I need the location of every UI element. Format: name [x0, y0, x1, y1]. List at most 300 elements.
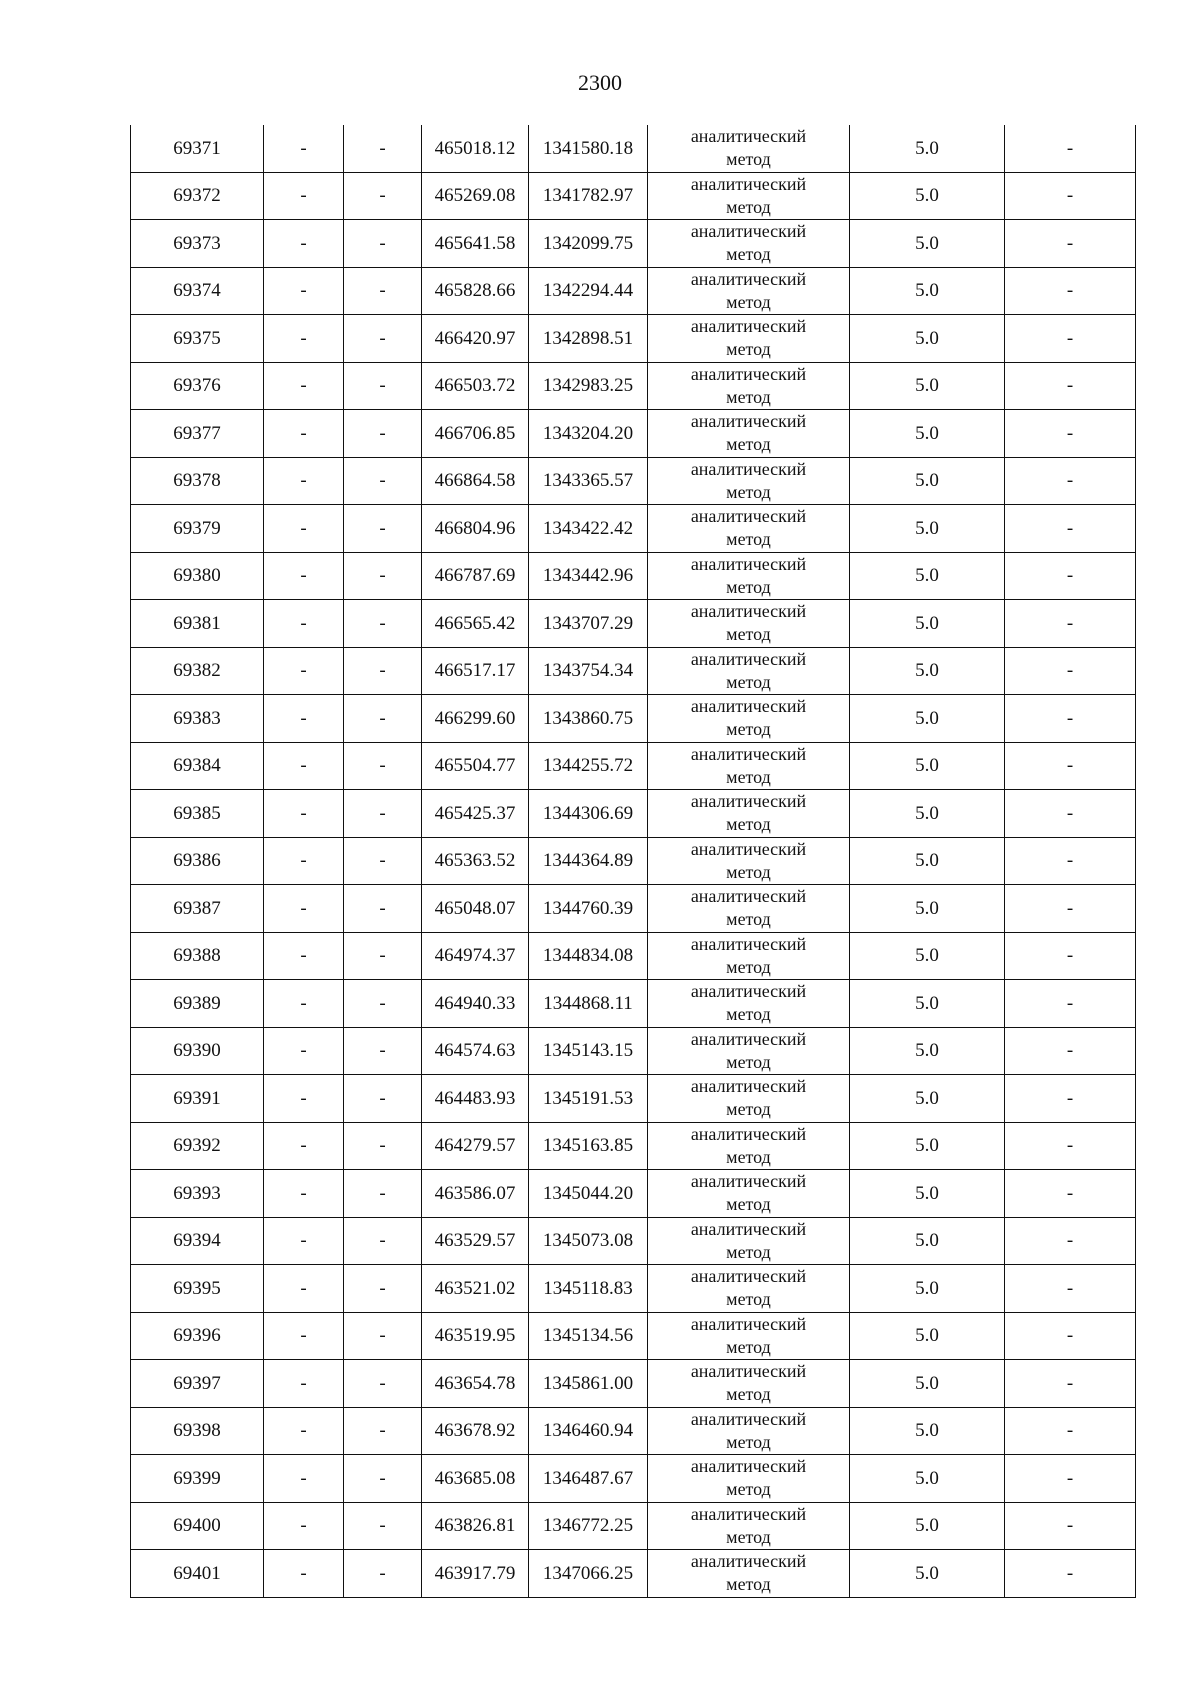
method-label-line1: аналитический: [690, 1313, 807, 1334]
coordinate-x-cell: 466864.58: [422, 457, 529, 505]
point-number-cell: 69372: [131, 172, 264, 220]
empty-dash-cell: -: [1005, 1407, 1136, 1455]
table-row: [131, 790, 1136, 838]
method-cell: [648, 220, 850, 268]
coordinate-y-cell: 1344255.72: [529, 742, 648, 790]
accuracy-cell: 5.0: [850, 1217, 1005, 1265]
accuracy-cell: 5.0: [850, 410, 1005, 458]
point-number-cell: 69387: [131, 885, 264, 933]
table-row: [131, 1550, 1136, 1598]
table-row: [131, 1075, 1136, 1123]
method-cell: [648, 1360, 850, 1408]
accuracy-cell: 5.0: [850, 1265, 1005, 1313]
method-label-line1: аналитический: [690, 1028, 807, 1049]
empty-dash-cell: -: [1005, 695, 1136, 743]
coordinate-y-cell: 1343442.96: [529, 552, 648, 600]
table-row: [131, 362, 1136, 410]
empty-dash-cell: -: [264, 1075, 344, 1123]
method-label-line1: аналитический: [690, 553, 807, 574]
coordinate-x-cell: 463529.57: [422, 1217, 529, 1265]
table-row: [131, 980, 1136, 1028]
coordinate-y-cell: 1346487.67: [529, 1455, 648, 1503]
empty-dash-cell: -: [264, 1312, 344, 1360]
method-label-line2: метод: [726, 1479, 771, 1500]
point-number-cell: 69376: [131, 362, 264, 410]
method-label-line2: метод: [726, 291, 771, 312]
accuracy-cell: 5.0: [850, 742, 1005, 790]
point-number-cell: 69397: [131, 1360, 264, 1408]
point-number-cell: 69389: [131, 980, 264, 1028]
coordinate-y-cell: 1343204.20: [529, 410, 648, 458]
method-cell: [648, 695, 850, 743]
empty-dash-cell: -: [344, 172, 422, 220]
coordinate-y-cell: 1343754.34: [529, 647, 648, 695]
empty-dash-cell: -: [1005, 1312, 1136, 1360]
method-cell: [648, 742, 850, 790]
method-label-line1: аналитический: [690, 126, 807, 147]
empty-dash-cell: -: [344, 125, 422, 172]
coordinate-y-cell: 1345143.15: [529, 1027, 648, 1075]
empty-dash-cell: -: [264, 1550, 344, 1598]
table-row: [131, 1027, 1136, 1075]
empty-dash-cell: -: [1005, 1502, 1136, 1550]
method-label-line2: метод: [726, 1194, 771, 1215]
table-row: [131, 410, 1136, 458]
accuracy-cell: 5.0: [850, 1455, 1005, 1503]
empty-dash-cell: -: [344, 552, 422, 600]
empty-dash-cell: -: [344, 742, 422, 790]
empty-dash-cell: -: [264, 1122, 344, 1170]
table-row: [131, 125, 1136, 172]
accuracy-cell: 5.0: [850, 457, 1005, 505]
empty-dash-cell: -: [1005, 267, 1136, 315]
table-row: [131, 1455, 1136, 1503]
empty-dash-cell: -: [344, 1027, 422, 1075]
empty-dash-cell: -: [1005, 1217, 1136, 1265]
empty-dash-cell: -: [344, 932, 422, 980]
method-label-line1: аналитический: [690, 506, 807, 527]
coordinate-y-cell: 1344364.89: [529, 837, 648, 885]
empty-dash-cell: -: [1005, 1122, 1136, 1170]
method-label-line2: метод: [726, 1099, 771, 1120]
coordinate-y-cell: 1343707.29: [529, 600, 648, 648]
coordinate-y-cell: 1345118.83: [529, 1265, 648, 1313]
table-row: [131, 1312, 1136, 1360]
point-number-cell: 69400: [131, 1502, 264, 1550]
accuracy-cell: 5.0: [850, 1550, 1005, 1598]
coordinate-x-cell: 465048.07: [422, 885, 529, 933]
method-cell: [648, 267, 850, 315]
coordinate-x-cell: 466517.17: [422, 647, 529, 695]
point-number-cell: 69383: [131, 695, 264, 743]
coordinate-y-cell: 1344760.39: [529, 885, 648, 933]
empty-dash-cell: -: [344, 457, 422, 505]
empty-dash-cell: -: [264, 457, 344, 505]
coordinate-x-cell: 463685.08: [422, 1455, 529, 1503]
empty-dash-cell: -: [344, 1075, 422, 1123]
method-label-line1: аналитический: [690, 1503, 807, 1524]
empty-dash-cell: -: [1005, 1075, 1136, 1123]
coordinate-y-cell: 1347066.25: [529, 1550, 648, 1598]
accuracy-cell: 5.0: [850, 505, 1005, 553]
point-number-cell: 69380: [131, 552, 264, 600]
empty-dash-cell: -: [1005, 837, 1136, 885]
method-cell: [648, 1122, 850, 1170]
table-row: [131, 457, 1136, 505]
accuracy-cell: 5.0: [850, 362, 1005, 410]
method-cell: [648, 1265, 850, 1313]
coordinate-y-cell: 1343860.75: [529, 695, 648, 743]
empty-dash-cell: -: [264, 172, 344, 220]
empty-dash-cell: -: [344, 647, 422, 695]
method-cell: [648, 1407, 850, 1455]
table-row: [131, 1217, 1136, 1265]
coordinate-y-cell: 1345073.08: [529, 1217, 648, 1265]
coordinate-y-cell: 1344306.69: [529, 790, 648, 838]
empty-dash-cell: -: [1005, 1027, 1136, 1075]
coordinate-y-cell: 1346460.94: [529, 1407, 648, 1455]
method-label-line1: аналитический: [690, 1551, 807, 1572]
empty-dash-cell: -: [1005, 1170, 1136, 1218]
coordinate-x-cell: 465269.08: [422, 172, 529, 220]
point-number-cell: 69399: [131, 1455, 264, 1503]
empty-dash-cell: -: [1005, 410, 1136, 458]
accuracy-cell: 5.0: [850, 172, 1005, 220]
point-number-cell: 69394: [131, 1217, 264, 1265]
method-label-line2: метод: [726, 814, 771, 835]
method-label-line2: метод: [726, 1289, 771, 1310]
method-cell: [648, 1027, 850, 1075]
method-cell: [648, 315, 850, 363]
accuracy-cell: 5.0: [850, 1122, 1005, 1170]
accuracy-cell: 5.0: [850, 647, 1005, 695]
method-label-line2: метод: [726, 196, 771, 217]
empty-dash-cell: -: [1005, 457, 1136, 505]
method-label-line2: метод: [726, 481, 771, 502]
empty-dash-cell: -: [1005, 600, 1136, 648]
empty-dash-cell: -: [264, 647, 344, 695]
page-number: 2300: [578, 70, 622, 95]
method-label-line2: метод: [726, 434, 771, 455]
accuracy-cell: 5.0: [850, 1360, 1005, 1408]
coordinate-y-cell: 1345163.85: [529, 1122, 648, 1170]
coordinate-x-cell: 465363.52: [422, 837, 529, 885]
empty-dash-cell: -: [1005, 1265, 1136, 1313]
accuracy-cell: 5.0: [850, 790, 1005, 838]
empty-dash-cell: -: [1005, 742, 1136, 790]
method-label-line2: метод: [726, 339, 771, 360]
method-label-line1: аналитический: [690, 1266, 807, 1287]
coordinate-x-cell: 463519.95: [422, 1312, 529, 1360]
method-label-line2: метод: [726, 386, 771, 407]
coordinate-x-cell: 466420.97: [422, 315, 529, 363]
empty-dash-cell: -: [1005, 647, 1136, 695]
coordinate-x-cell: 466565.42: [422, 600, 529, 648]
method-label-line1: аналитический: [690, 1076, 807, 1097]
method-label-line2: метод: [726, 956, 771, 977]
empty-dash-cell: -: [344, 1550, 422, 1598]
empty-dash-cell: -: [264, 1502, 344, 1550]
method-label-line2: метод: [726, 576, 771, 597]
empty-dash-cell: -: [344, 837, 422, 885]
point-number-cell: 69375: [131, 315, 264, 363]
accuracy-cell: 5.0: [850, 600, 1005, 648]
point-number-cell: 69388: [131, 932, 264, 980]
empty-dash-cell: -: [344, 790, 422, 838]
accuracy-cell: 5.0: [850, 1312, 1005, 1360]
method-label-line1: аналитический: [690, 981, 807, 1002]
empty-dash-cell: -: [264, 790, 344, 838]
method-label-line2: метод: [726, 719, 771, 740]
coordinate-x-cell: 464483.93: [422, 1075, 529, 1123]
coordinate-y-cell: 1345191.53: [529, 1075, 648, 1123]
table-row: [131, 220, 1136, 268]
empty-dash-cell: -: [1005, 362, 1136, 410]
table-row: [131, 315, 1136, 363]
coordinate-x-cell: 464574.63: [422, 1027, 529, 1075]
empty-dash-cell: -: [264, 552, 344, 600]
table-row: [131, 885, 1136, 933]
point-number-cell: 69374: [131, 267, 264, 315]
accuracy-cell: 5.0: [850, 1407, 1005, 1455]
point-number-cell: 69386: [131, 837, 264, 885]
method-label-line2: метод: [726, 861, 771, 882]
point-number-cell: 69384: [131, 742, 264, 790]
empty-dash-cell: -: [264, 1170, 344, 1218]
empty-dash-cell: -: [344, 267, 422, 315]
empty-dash-cell: -: [264, 1027, 344, 1075]
empty-dash-cell: -: [344, 695, 422, 743]
accuracy-cell: 5.0: [850, 1502, 1005, 1550]
point-number-cell: 69382: [131, 647, 264, 695]
empty-dash-cell: -: [1005, 220, 1136, 268]
method-label-line2: метод: [726, 1241, 771, 1262]
coordinate-x-cell: 465504.77: [422, 742, 529, 790]
empty-dash-cell: -: [1005, 932, 1136, 980]
point-number-cell: 69392: [131, 1122, 264, 1170]
empty-dash-cell: -: [344, 505, 422, 553]
empty-dash-cell: -: [264, 695, 344, 743]
empty-dash-cell: -: [264, 1360, 344, 1408]
table-row: [131, 1170, 1136, 1218]
empty-dash-cell: -: [1005, 1550, 1136, 1598]
method-label-line1: аналитический: [690, 173, 807, 194]
method-label-line1: аналитический: [690, 886, 807, 907]
method-label-line2: метод: [726, 1146, 771, 1167]
method-label-line1: аналитический: [690, 601, 807, 622]
empty-dash-cell: -: [344, 1217, 422, 1265]
coordinate-x-cell: 463654.78: [422, 1360, 529, 1408]
empty-dash-cell: -: [264, 315, 344, 363]
empty-dash-cell: -: [1005, 552, 1136, 600]
method-label-line1: аналитический: [690, 1218, 807, 1239]
method-cell: [648, 1455, 850, 1503]
empty-dash-cell: -: [264, 885, 344, 933]
coordinate-x-cell: 463917.79: [422, 1550, 529, 1598]
coordinate-x-cell: 465641.58: [422, 220, 529, 268]
table-row: [131, 837, 1136, 885]
method-label-line2: метод: [726, 1004, 771, 1025]
method-cell: [648, 1217, 850, 1265]
table-row: [131, 742, 1136, 790]
method-label-line1: аналитический: [690, 411, 807, 432]
accuracy-cell: 5.0: [850, 552, 1005, 600]
method-label-line1: аналитический: [690, 1408, 807, 1429]
empty-dash-cell: -: [344, 362, 422, 410]
method-label-line2: метод: [726, 909, 771, 930]
method-label-line1: аналитический: [690, 838, 807, 859]
empty-dash-cell: -: [344, 980, 422, 1028]
method-cell: [648, 552, 850, 600]
empty-dash-cell: -: [344, 315, 422, 363]
method-label-line2: метод: [726, 149, 771, 170]
coordinate-x-cell: 464940.33: [422, 980, 529, 1028]
empty-dash-cell: -: [264, 410, 344, 458]
method-cell: [648, 505, 850, 553]
empty-dash-cell: -: [264, 980, 344, 1028]
coordinate-x-cell: 464279.57: [422, 1122, 529, 1170]
method-cell: [648, 932, 850, 980]
coordinate-x-cell: 466299.60: [422, 695, 529, 743]
table-row: [131, 1360, 1136, 1408]
coordinate-y-cell: 1344868.11: [529, 980, 648, 1028]
coordinate-x-cell: 465425.37: [422, 790, 529, 838]
coordinate-y-cell: 1345044.20: [529, 1170, 648, 1218]
coordinate-x-cell: 463586.07: [422, 1170, 529, 1218]
coordinate-x-cell: 466804.96: [422, 505, 529, 553]
accuracy-cell: 5.0: [850, 1027, 1005, 1075]
coordinate-y-cell: 1344834.08: [529, 932, 648, 980]
empty-dash-cell: -: [264, 362, 344, 410]
empty-dash-cell: -: [1005, 505, 1136, 553]
table-row: [131, 1407, 1136, 1455]
method-label-line1: аналитический: [690, 1456, 807, 1477]
empty-dash-cell: -: [1005, 315, 1136, 363]
accuracy-cell: 5.0: [850, 885, 1005, 933]
accuracy-cell: 5.0: [850, 220, 1005, 268]
empty-dash-cell: -: [344, 1312, 422, 1360]
empty-dash-cell: -: [344, 1265, 422, 1313]
empty-dash-cell: -: [344, 1502, 422, 1550]
table-row: [131, 1122, 1136, 1170]
method-label-line2: метод: [726, 1384, 771, 1405]
coordinate-x-cell: 466503.72: [422, 362, 529, 410]
table-row: [131, 600, 1136, 648]
empty-dash-cell: -: [344, 1455, 422, 1503]
method-label-line2: метод: [726, 244, 771, 265]
table-row: [131, 1502, 1136, 1550]
method-cell: [648, 647, 850, 695]
method-label-line1: аналитический: [690, 316, 807, 337]
accuracy-cell: 5.0: [850, 980, 1005, 1028]
coordinate-x-cell: 466787.69: [422, 552, 529, 600]
method-label-line2: метод: [726, 1431, 771, 1452]
coordinate-y-cell: 1343422.42: [529, 505, 648, 553]
accuracy-cell: 5.0: [850, 267, 1005, 315]
method-cell: [648, 600, 850, 648]
empty-dash-cell: -: [344, 600, 422, 648]
method-label-line1: аналитический: [690, 268, 807, 289]
method-label-line2: метод: [726, 529, 771, 550]
method-label-line1: аналитический: [690, 363, 807, 384]
empty-dash-cell: -: [344, 410, 422, 458]
coordinate-y-cell: 1342898.51: [529, 315, 648, 363]
empty-dash-cell: -: [264, 742, 344, 790]
point-number-cell: 69381: [131, 600, 264, 648]
coordinate-x-cell: 463521.02: [422, 1265, 529, 1313]
point-number-cell: 69395: [131, 1265, 264, 1313]
coordinate-x-cell: 465018.12: [422, 125, 529, 172]
method-cell: [648, 980, 850, 1028]
coordinate-y-cell: 1342294.44: [529, 267, 648, 315]
accuracy-cell: 5.0: [850, 695, 1005, 743]
method-label-line2: метод: [726, 1526, 771, 1547]
method-cell: [648, 457, 850, 505]
method-cell: [648, 1170, 850, 1218]
empty-dash-cell: -: [264, 932, 344, 980]
table-row: [131, 1265, 1136, 1313]
table-body: [131, 125, 1136, 1597]
empty-dash-cell: -: [1005, 980, 1136, 1028]
empty-dash-cell: -: [1005, 125, 1136, 172]
method-label-line1: аналитический: [690, 743, 807, 764]
coordinate-x-cell: 464974.37: [422, 932, 529, 980]
point-number-cell: 69391: [131, 1075, 264, 1123]
method-label-line1: аналитический: [690, 791, 807, 812]
method-cell: [648, 837, 850, 885]
coordinate-x-cell: 466706.85: [422, 410, 529, 458]
accuracy-cell: 5.0: [850, 932, 1005, 980]
method-cell: [648, 362, 850, 410]
method-cell: [648, 172, 850, 220]
empty-dash-cell: -: [1005, 885, 1136, 933]
coordinate-y-cell: 1341782.97: [529, 172, 648, 220]
method-cell: [648, 1075, 850, 1123]
coordinate-y-cell: 1346772.25: [529, 1502, 648, 1550]
method-label-line1: аналитический: [690, 221, 807, 242]
method-cell: [648, 1550, 850, 1598]
table-row: [131, 267, 1136, 315]
method-cell: [648, 410, 850, 458]
coordinate-y-cell: 1343365.57: [529, 457, 648, 505]
coordinate-y-cell: 1342099.75: [529, 220, 648, 268]
coordinate-y-cell: 1342983.25: [529, 362, 648, 410]
method-label-line2: метод: [726, 1336, 771, 1357]
point-number-cell: 69385: [131, 790, 264, 838]
table-row: [131, 505, 1136, 553]
method-label-line1: аналитический: [690, 1361, 807, 1382]
coordinate-y-cell: 1341580.18: [529, 125, 648, 172]
method-label-line2: метод: [726, 671, 771, 692]
empty-dash-cell: -: [344, 885, 422, 933]
accuracy-cell: 5.0: [850, 315, 1005, 363]
accuracy-cell: 5.0: [850, 125, 1005, 172]
empty-dash-cell: -: [344, 1122, 422, 1170]
coordinate-x-cell: 463678.92: [422, 1407, 529, 1455]
table-row: [131, 552, 1136, 600]
coordinate-y-cell: 1345134.56: [529, 1312, 648, 1360]
empty-dash-cell: -: [264, 125, 344, 172]
coordinates-table: [130, 125, 1136, 1598]
method-label-line2: метод: [726, 1574, 771, 1595]
method-label-line1: аналитический: [690, 696, 807, 717]
method-cell: [648, 125, 850, 172]
empty-dash-cell: -: [344, 1170, 422, 1218]
empty-dash-cell: -: [344, 220, 422, 268]
table-row: [131, 932, 1136, 980]
point-number-cell: 69398: [131, 1407, 264, 1455]
point-number-cell: 69401: [131, 1550, 264, 1598]
